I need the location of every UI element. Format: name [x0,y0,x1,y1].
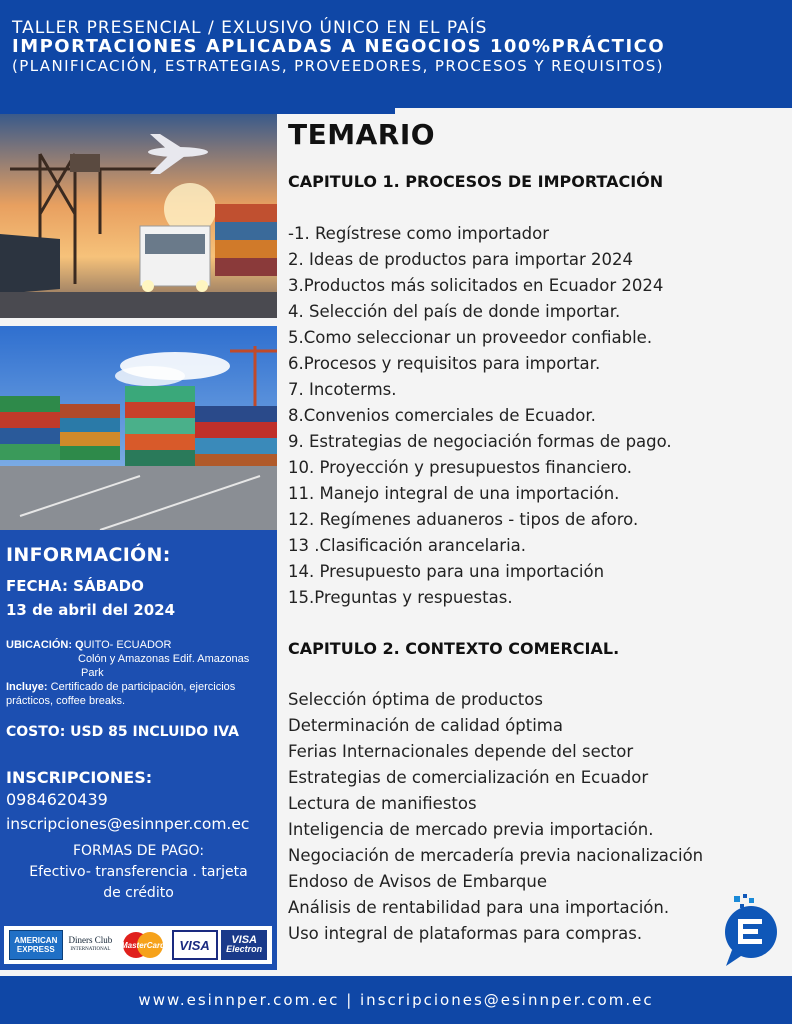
info-panel [0,530,277,970]
list-item: 8.Convenios comerciales de Ecuador. [288,406,596,425]
esinnper-logo-icon [718,890,780,968]
date-label: FECHA: SÁBADO [6,577,144,595]
list-item: Lectura de manifiestos [288,794,477,813]
amex-logo: AMERICAN EXPRESS [9,930,63,960]
list-item: -1. Regístrese como importador [288,224,550,243]
list-item: Determinación de calidad óptima [288,716,563,735]
header-line-1: TALLER PRESENCIAL / EXLUSIVO ÚNICO EN EL PAÍS [12,18,488,38]
payment-block [6,841,271,904]
phone-number[interactable]: 0984620439 [6,790,108,809]
includes-label: Incluye: [6,681,48,693]
cost-text: COSTO: USD 85 INCLUIDO IVA [6,724,240,740]
list-item: 5.Como seleccionar un proveedor confiable. [288,328,653,347]
registrations-label: INSCRIPCIONES: [6,768,153,787]
includes-block [6,680,271,708]
list-item: 3.Productos más solicitados en Ecuador 2024 [288,276,664,295]
port-truck-photo [0,114,277,318]
mastercard-logo: MasterCard [118,930,168,960]
visa-electron-logo: VISA Electron [221,930,267,960]
location-block [6,638,271,680]
includes-value: Certificado de participación, ejercicios prácticos, coffee breaks. [6,681,236,707]
list-item: 7. Incoterms. [288,380,397,399]
location-label: UBICACIÓN: Q [6,639,84,651]
list-item: 14. Presupuesto para una importación [288,562,605,581]
footer-links[interactable]: www.esinnper.com.ec | inscripciones@esinnper.com.ec [138,991,654,1009]
chapter-2-heading: CAPITULO 2. CONTEXTO COMERCIAL. [288,639,620,658]
list-item: Ferias Internacionales depende del sector [288,742,634,761]
chapter-2-list [288,687,703,947]
diners-club-logo: Diners Club INTERNATIONAL [68,935,113,952]
footer-bar [0,976,792,1024]
list-item: Selección óptima de productos [288,690,543,709]
header-title: IMPORTACIONES APLICADAS A NEGOCIOS 100%PRÁCTICO [12,36,666,57]
payment-cards-strip [4,926,272,964]
email-link[interactable]: inscripciones@esinnper.com.ec [6,815,250,833]
info-title: INFORMACIÓN: [6,544,171,566]
date-value: 13 de abril del 2024 [6,601,176,619]
location-address: Colón y Amazonas Edif. Amazonas [78,653,250,665]
list-item: 13 .Clasificación arancelaria. [288,536,527,555]
list-item: 11. Manejo integral de una importación. [288,484,620,503]
chapter-1-heading: CAPITULO 1. PROCESOS DE IMPORTACIÓN [288,172,664,191]
syllabus-title: TEMARIO [288,118,436,151]
payment-methods: Efectivo- transferencia . tarjeta [29,864,248,880]
list-item: Análisis de rentabilidad para una importación. [288,898,670,917]
location-address-2: Park [81,667,104,679]
list-item: Endoso de Avisos de Embarque [288,872,547,891]
chapter-1-list [288,221,672,611]
container-yard-photo [0,326,277,530]
date-block [6,574,271,622]
list-item: 6.Procesos y requisitos para importar. [288,354,601,373]
header-banner [0,0,792,108]
header-subtitle: (PLANIFICACIÓN, ESTRATEGIAS, PROVEEDORES, PROCESOS Y REQUISITOS) [12,57,664,75]
list-item: Uso integral de plataformas para compras. [288,924,643,943]
payment-label: FORMAS DE PAGO: [72,843,205,859]
location-value: UITO- ECUADOR [83,639,172,651]
visa-logo: VISA [172,930,218,960]
list-item: Estrategias de comercialización en Ecuador [288,768,649,787]
list-item: 2. Ideas de productos para importar 2024 [288,250,634,269]
list-item: 12. Regímenes aduaneros - tipos de aforo. [288,510,639,529]
list-item: Negociación de mercadería previa nacionalización [288,846,704,865]
list-item: 15.Preguntas y respuestas. [288,588,513,607]
list-item: 4. Selección del país de donde importar. [288,302,621,321]
payment-methods-2: de crédito [103,885,174,901]
list-item: 10. Proyección y presupuestos financiero. [288,458,632,477]
syllabus-section [288,114,788,943]
list-item: Inteligencia de mercado previa importación. [288,820,654,839]
list-item: 9. Estrategias de negociación formas de pago. [288,432,672,451]
